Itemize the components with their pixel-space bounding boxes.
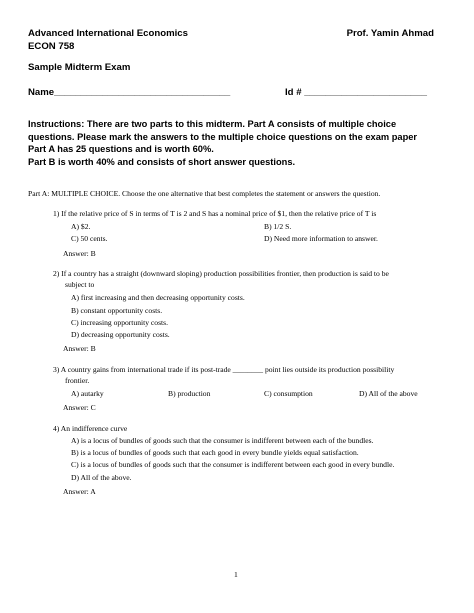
question-2-option-d: D) decreasing opportunity costs. (71, 330, 170, 339)
part-a-intro: Part A: MULTIPLE CHOICE. Choose the one alternative that best completes the statement or answers the question. (28, 189, 381, 198)
question-3-option-d: D) All of the above (359, 389, 418, 398)
instructions-line: Part B is worth 40% and consists of short answer questions. (28, 156, 296, 167)
question-1-answer: Answer: B (63, 249, 96, 258)
instructions-line: Instructions: There are two parts to this midterm. Part A consists of multiple choice (28, 119, 397, 129)
question-3-option-c: C) consumption (264, 389, 313, 398)
course-title: Advanced International Economics (28, 28, 188, 39)
question-2-answer: Answer: B (63, 344, 96, 353)
question-4-option-d: D) All of the above. (71, 473, 132, 482)
question-2-stem-cont: subject to (65, 280, 95, 289)
question-2-option-a: A) first increasing and then decreasing opportunity costs. (71, 293, 245, 302)
id-field-label: Id # _______________________ (285, 87, 427, 98)
page-number: 1 (234, 570, 238, 579)
question-3-answer: Answer: C (63, 403, 96, 412)
instructions-block (28, 118, 448, 168)
question-1-option-d: D) Need more information to answer. (264, 234, 378, 243)
exam-title: Sample Midterm Exam (28, 62, 131, 73)
question-3-option-a: A) autarky (71, 389, 104, 398)
course-code: ECON 758 (28, 41, 75, 52)
question-1-option-c: C) 50 cents. (71, 234, 108, 243)
question-2-option-b: B) constant opportunity costs. (71, 306, 163, 315)
question-3-option-b: B) production (168, 389, 211, 398)
question-4-option-a: A) is a locus of bundles of goods such that the consumer is indifferent between each of the bundles. (71, 436, 374, 445)
question-4-answer: Answer: A (63, 487, 96, 496)
question-4-option-b: B) is a locus of bundles of goods such that each good in every bundle yields equal satisfaction. (71, 448, 359, 457)
professor-name: Prof. Yamin Ahmad (346, 28, 434, 39)
question-2-option-c: C) increasing opportunity costs. (71, 318, 169, 327)
question-4-stem: 4) An indifference curve (53, 424, 128, 433)
question-2-stem: 2) If a country has a straight (downward sloping) production possibilities frontier, then production is said to be (53, 269, 389, 278)
question-3-stem-cont: frontier. (65, 376, 90, 385)
question-3-stem: 3) A country gains from international trade if its post-trade ________ point lies outside its production possibility (53, 365, 395, 374)
instructions-line: questions. Please mark the answers to the multiple choice questions on the exam paper (28, 131, 418, 142)
instructions-line: Part A has 25 questions and is worth 60%. (28, 144, 214, 154)
question-1-option-b: B) 1/2 S. (264, 222, 292, 231)
question-4-option-c: C) is a locus of bundles of goods such that the consumer is indifferent between each good in every bundle. (71, 460, 395, 469)
name-field-label: Name_________________________________ (28, 87, 231, 98)
question-1-stem: 1) If the relative price of S in terms of T is 2 and S has a nominal price of $1, then the relative price of T is (53, 209, 377, 218)
question-1-option-a: A) $2. (71, 222, 91, 231)
